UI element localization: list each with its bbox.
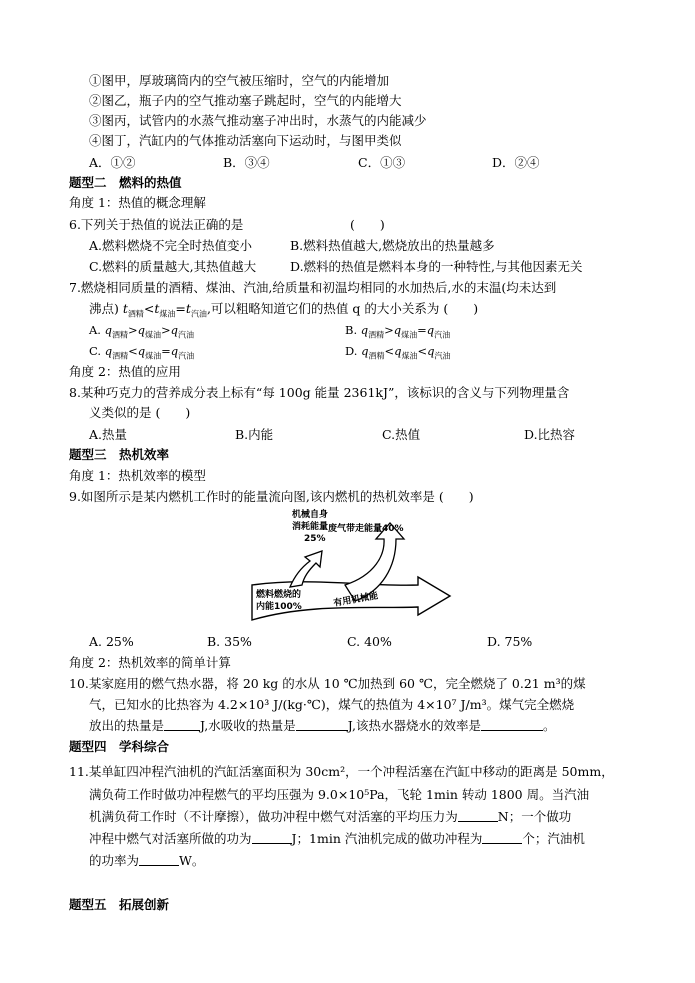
q7-option-c: C. $q_{酒精}<q_{煤油}=q_{汽油}$ bbox=[89, 344, 195, 361]
angle-heading: 角度 2：热值的应用 bbox=[69, 364, 181, 379]
q10-text: 放出的热量是 bbox=[89, 718, 165, 733]
question-11-line-2: 满负荷工作时做功冲程燃气的平均压强为 9.0×10⁵Pa，飞轮 1min 转动 1800 周。当汽油 bbox=[89, 787, 590, 802]
angle-heading: 角度 2：热机效率的简单计算 bbox=[69, 655, 231, 670]
question-11-line-1: 11.某单缸四冲程汽油机的汽缸活塞面积为 30cm²，一个冲程活塞在汽缸中移动的距离是 50mm， bbox=[69, 764, 614, 779]
q6-option-c: C.燃料的质量越大,其热值越大 bbox=[89, 259, 257, 274]
q11-text: J；1min 汽油机完成的做功冲程为 bbox=[291, 831, 483, 846]
question-8-line-2: 义类似的是 ( ) bbox=[89, 405, 191, 420]
question-9: 9.如图所示是某内燃机工作时的能量流向图,该内燃机的热机效率是 ( ) bbox=[69, 489, 474, 504]
q10-text: J,水吸收的热量是 bbox=[200, 718, 296, 733]
q6-option-d: D.燃料的热值是燃料本身的一种特性,与其他因素无关 bbox=[290, 259, 583, 274]
question-6: 6.下列关于热值的说法正确的是 bbox=[69, 217, 244, 232]
section-heading-3: 题型三 热机效率 bbox=[69, 447, 170, 462]
answer-paren: ( ) bbox=[350, 217, 385, 232]
q7-text-b: 可以粗略知道它们的热值 q 的大小关系为 ( ) bbox=[210, 301, 479, 316]
angle-heading: 角度 1：热机效率的模型 bbox=[69, 468, 206, 483]
choice-c: C．①③ bbox=[358, 155, 406, 170]
choice-a: A．①② bbox=[89, 155, 136, 170]
q6-option-a: A.燃料燃烧不完全时热值变小 bbox=[89, 238, 253, 253]
option-2: ②图乙，瓶子内的空气推动塞子跳起时，空气的内能增大 bbox=[89, 93, 402, 108]
q11-text: N；一个做功 bbox=[497, 809, 572, 824]
q7-option-d: D. $q_{酒精}<q_{煤油}<q_{汽油}$ bbox=[345, 344, 451, 361]
question-7-line-1: 7.燃烧相同质量的酒精、煤油、汽油,给质量和初温均相同的水加热后,水的末温(均未达到 bbox=[69, 280, 557, 295]
label-self-2: 消耗能量 bbox=[292, 522, 329, 532]
q11-text: W。 bbox=[179, 853, 205, 868]
q9-choice-c: C. 40% bbox=[347, 634, 392, 649]
section-heading-5: 题型五 拓展创新 bbox=[69, 897, 170, 912]
section-heading-2: 题型二 燃料的热值 bbox=[69, 175, 182, 190]
label-fuel-1: 燃料燃烧的 bbox=[256, 590, 302, 600]
q8-choice-b: B.内能 bbox=[235, 427, 274, 442]
section-heading-4: 题型四 学科综合 bbox=[69, 739, 170, 754]
question-11-line-3 bbox=[89, 809, 571, 825]
q7-option-b: B. $q_{酒精}>q_{煤油}=q_{汽油}$ bbox=[345, 323, 451, 340]
question-10-line-2: 气，已知水的比热容为 4.2×10³ J/(kg·℃)，煤气的热值为 4×10⁷ J/m³。煤气完全燃烧 bbox=[89, 697, 575, 712]
q9-choice-d: D. 75% bbox=[487, 634, 533, 649]
sub-gasoline: 汽油 bbox=[190, 309, 207, 319]
q8-choice-d: D.比热容 bbox=[524, 427, 576, 442]
q11-text: 冲程中燃气对活塞所做的功为 bbox=[89, 831, 252, 846]
q11-text: 的功率为 bbox=[89, 853, 140, 868]
answer-blank[interactable] bbox=[164, 718, 200, 731]
label-exhaust: 废气带走能量40% bbox=[328, 524, 404, 534]
question-7-line-2: 沸点) $t_{酒精}<t_{煤油}=t_{汽油}$,可以粗略知道它们的热值 q 的大小关系为 ( ) bbox=[89, 301, 479, 319]
label-fuel-2: 内能100% bbox=[256, 602, 302, 612]
answer-blank[interactable] bbox=[458, 809, 498, 822]
answer-blank[interactable] bbox=[252, 831, 292, 844]
option-1: ①图甲，厚玻璃筒内的空气被压缩时，空气的内能增加 bbox=[89, 73, 390, 88]
q11-text: 机满负荷工作时（不计摩擦），做功冲程中燃气对活塞的平均压力为 bbox=[89, 809, 458, 824]
choice-d: D．②④ bbox=[492, 155, 540, 170]
sub-alcohol: 酒精 bbox=[127, 309, 144, 319]
question-10-line-1: 10.某家庭用的燃气热水器，将 20 kg 的水从 10 ℃加热到 60 ℃，完全燃烧了 0.21 m³的煤 bbox=[69, 676, 586, 691]
answer-blank[interactable] bbox=[482, 831, 522, 844]
q8-choice-c: C.热值 bbox=[382, 427, 421, 442]
answer-blank[interactable] bbox=[139, 853, 179, 866]
energy-flow-diagram bbox=[250, 505, 460, 625]
label-self-3: 25% bbox=[304, 534, 326, 544]
q9-choice-a: A. 25% bbox=[89, 634, 134, 649]
label-self-1: 机械自身 bbox=[292, 510, 329, 520]
q7-text-a: 沸点) bbox=[89, 301, 119, 316]
sub-kerosene: 煤油 bbox=[159, 309, 176, 319]
question-10-line-3 bbox=[89, 718, 556, 734]
question-8-line-1: 8.某种巧克力的营养成分表上标有“每 100g 能量 2361kJ”，该标识的含义与下列物理量含 bbox=[69, 385, 570, 400]
q10-text: J,该热水器烧水的效率是 bbox=[347, 718, 482, 733]
option-4: ④图丁，汽缸内的气体推动活塞向下运动时，与图甲类似 bbox=[89, 133, 402, 148]
angle-heading: 角度 1：热值的概念理解 bbox=[69, 195, 206, 210]
question-11-line-4 bbox=[89, 831, 585, 847]
q9-choice-b: B. 35% bbox=[207, 634, 252, 649]
answer-blank[interactable] bbox=[296, 718, 348, 731]
option-3: ③图丙，试管内的水蒸气推动塞子冲出时，水蒸气的内能减少 bbox=[89, 113, 427, 128]
q8-choice-a: A.热量 bbox=[89, 427, 128, 442]
q10-text: 。 bbox=[543, 718, 556, 733]
answer-blank[interactable] bbox=[481, 718, 543, 731]
q11-text: 个；汽油机 bbox=[522, 831, 585, 846]
label-useful: 有用机械能 bbox=[332, 591, 379, 609]
q7-option-a: A. $q_{酒精}>q_{煤油}>q_{汽油}$ bbox=[89, 323, 195, 340]
question-11-line-5 bbox=[89, 853, 204, 869]
q6-option-b: B.燃料热值越大,燃烧放出的热量越多 bbox=[290, 238, 495, 253]
choice-b: B．③④ bbox=[223, 155, 270, 170]
